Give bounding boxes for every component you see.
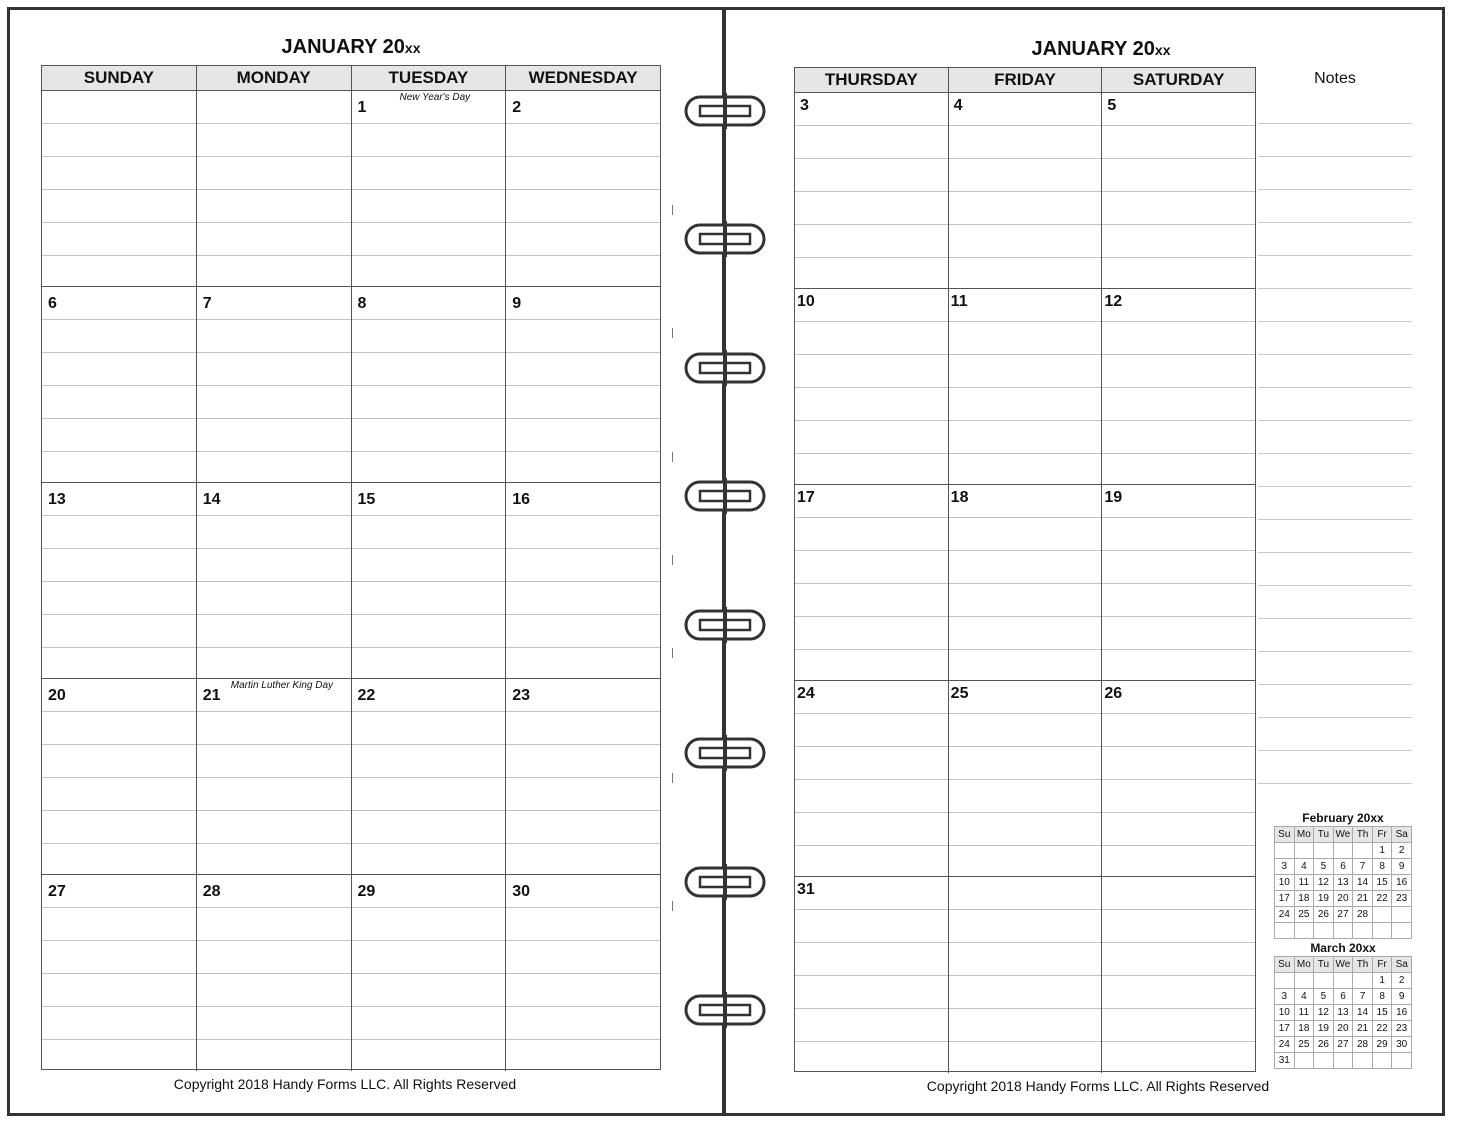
mini-day: 28	[1353, 907, 1373, 923]
day-number: 3	[800, 97, 809, 114]
day-cell[interactable]	[42, 483, 197, 678]
mini-day	[1353, 843, 1373, 859]
mini-calendar-row	[1275, 891, 1412, 907]
left-weekday-header	[42, 66, 660, 91]
binder-ring-icon	[680, 350, 770, 386]
mini-calendar-row	[1275, 923, 1412, 939]
mini-day-header: Su	[1275, 957, 1295, 973]
right-page-title	[794, 38, 1408, 61]
mini-day	[1294, 843, 1314, 859]
left-title-text: JANUARY 20	[281, 36, 405, 58]
mini-day-header: Th	[1353, 957, 1373, 973]
mini-day	[1392, 907, 1412, 923]
day-number: 9	[512, 295, 522, 312]
hole-punch-mark	[672, 205, 673, 215]
mini-day: 9	[1392, 859, 1412, 875]
day-number: 24	[797, 685, 815, 702]
mini-day: 26	[1314, 1037, 1334, 1053]
mini-day: 13	[1333, 1005, 1353, 1021]
mini-calendar-row	[1275, 875, 1412, 891]
mini-day	[1294, 973, 1314, 989]
mini-day: 4	[1294, 989, 1314, 1005]
left-month-grid	[41, 65, 661, 1070]
day-cell[interactable]	[795, 93, 949, 288]
left-copyright: Copyright 2018 Handy Forms LLC. All Rights Reserved	[173, 1076, 517, 1092]
mini-day-header: Su	[1275, 827, 1295, 843]
mini-day: 6	[1333, 859, 1353, 875]
mini-day	[1392, 1053, 1412, 1069]
mini-day: 7	[1353, 989, 1373, 1005]
mini-day: 27	[1333, 907, 1353, 923]
mini-day: 20	[1333, 1021, 1353, 1037]
mini-day-header: Tu	[1314, 957, 1334, 973]
mini-day	[1333, 973, 1353, 989]
week-row	[795, 93, 1255, 289]
mini-day: 25	[1294, 907, 1314, 923]
mini-calendar-title: February 20xx	[1302, 811, 1384, 825]
binder-ring-icon	[680, 864, 770, 900]
mini-day: 24	[1275, 1037, 1295, 1053]
mini-day-header: Fr	[1372, 827, 1392, 843]
mini-day: 21	[1353, 891, 1373, 907]
mini-day: 3	[1275, 989, 1295, 1005]
day-number: 30	[512, 883, 531, 900]
mini-day: 14	[1353, 1005, 1373, 1021]
mini-day: 8	[1372, 859, 1392, 875]
week-row	[42, 287, 660, 483]
mini-day: 17	[1275, 1021, 1295, 1037]
mini-day: 22	[1372, 1021, 1392, 1037]
day-cell[interactable]	[506, 679, 660, 874]
mini-day: 29	[1372, 1037, 1392, 1053]
mini-day	[1314, 843, 1334, 859]
weekday-header-friday: FRIDAY	[949, 68, 1103, 92]
day-number: 27	[48, 883, 66, 900]
weekday-header-tuesday: TUESDAY	[352, 66, 507, 90]
mini-day: 11	[1294, 1005, 1314, 1021]
mini-day	[1294, 923, 1314, 939]
day-number: 31	[797, 881, 815, 898]
hole-punch-mark	[672, 773, 673, 783]
day-number: 15	[357, 491, 376, 508]
day-cell[interactable]	[197, 483, 352, 678]
mini-day	[1314, 1053, 1334, 1069]
mini-day-header: Tu	[1314, 827, 1334, 843]
day-cell[interactable]	[42, 679, 197, 874]
mini-day: 27	[1333, 1037, 1353, 1053]
weekday-header-sunday: SUNDAY	[42, 66, 197, 90]
mini-day: 1	[1372, 843, 1392, 859]
mini-calendar-row	[1275, 989, 1412, 1005]
mini-day: 18	[1294, 1021, 1314, 1037]
mini-day: 17	[1275, 891, 1295, 907]
mini-day: 6	[1333, 989, 1353, 1005]
mini-day: 11	[1294, 875, 1314, 891]
mini-day	[1275, 973, 1295, 989]
mini-day: 5	[1314, 859, 1334, 875]
day-cell[interactable]	[352, 91, 507, 286]
mini-day	[1372, 907, 1392, 923]
day-cell[interactable]	[795, 877, 949, 1073]
binder-spine	[722, 7, 726, 1116]
mini-day: 12	[1314, 875, 1334, 891]
day-cell[interactable]	[1102, 485, 1255, 680]
day-number: 29	[357, 883, 376, 900]
hole-punch-mark	[672, 555, 673, 565]
mini-day-header: Mo	[1294, 957, 1314, 973]
mini-day: 16	[1392, 1005, 1412, 1021]
week-row	[795, 485, 1255, 681]
mini-day: 18	[1294, 891, 1314, 907]
weekday-header-thursday: THURSDAY	[795, 68, 949, 92]
day-number: 2	[512, 99, 522, 116]
hole-punch-mark	[672, 901, 673, 911]
day-number: 13	[48, 491, 66, 508]
day-number: 4	[953, 97, 963, 114]
day-number: 20	[48, 687, 66, 704]
day-number: 17	[797, 489, 815, 506]
day-cell[interactable]	[42, 91, 197, 286]
day-number: 19	[1104, 489, 1123, 506]
mini-day: 1	[1372, 973, 1392, 989]
day-number: 7	[202, 295, 212, 312]
day-cell[interactable]	[42, 287, 197, 482]
mini-day: 21	[1353, 1021, 1373, 1037]
day-cell[interactable]	[949, 681, 1103, 876]
day-cell[interactable]	[197, 875, 352, 1071]
day-number: 21	[202, 687, 221, 704]
right-weekday-header	[795, 68, 1255, 93]
day-cell[interactable]	[1102, 289, 1255, 484]
hole-punch-mark	[672, 648, 673, 658]
mini-calendar-title: March 20xx	[1310, 941, 1376, 955]
day-number: 16	[512, 491, 531, 508]
mini-day: 31	[1275, 1053, 1295, 1069]
mini-day	[1353, 973, 1373, 989]
mini-day: 10	[1275, 875, 1295, 891]
mini-day	[1353, 1053, 1373, 1069]
day-number: 10	[797, 293, 815, 310]
mini-day	[1333, 843, 1353, 859]
mini-calendar-row	[1275, 859, 1412, 875]
mini-day-header: We	[1333, 957, 1353, 973]
mini-day: 4	[1294, 859, 1314, 875]
day-cell[interactable]	[949, 877, 1103, 1073]
day-cell[interactable]	[197, 679, 352, 874]
mini-day: 12	[1314, 1005, 1334, 1021]
mini-day: 10	[1275, 1005, 1295, 1021]
day-cell[interactable]	[506, 287, 660, 482]
mini-day	[1333, 923, 1353, 939]
mini-day: 19	[1314, 1021, 1334, 1037]
day-cell[interactable]	[506, 483, 660, 678]
mini-day: 16	[1392, 875, 1412, 891]
day-cell[interactable]	[949, 93, 1103, 288]
day-cell[interactable]	[795, 289, 949, 484]
day-cell[interactable]	[795, 485, 949, 680]
binder-ring-icon	[680, 478, 770, 514]
mini-day	[1275, 843, 1295, 859]
notes-area[interactable]	[1258, 91, 1412, 809]
mini-day: 8	[1372, 989, 1392, 1005]
week-row	[795, 681, 1255, 877]
right-title-text: JANUARY 20	[1031, 38, 1155, 60]
mini-calendar-march	[1274, 941, 1412, 1069]
hole-punch-mark	[672, 328, 673, 338]
right-copyright: Copyright 2018 Handy Forms LLC. All Rights Reserved	[926, 1078, 1270, 1094]
mini-calendar-header-row	[1275, 827, 1412, 843]
day-cell[interactable]	[42, 875, 197, 1071]
binder-ring-icon	[680, 992, 770, 1028]
day-cell[interactable]	[197, 287, 352, 482]
day-number: 6	[48, 295, 57, 312]
day-number: 11	[950, 293, 968, 310]
mini-day: 22	[1372, 891, 1392, 907]
day-number: 14	[202, 491, 221, 508]
left-page-title	[41, 36, 661, 59]
mini-day-header: Fr	[1372, 957, 1392, 973]
mini-day: 23	[1392, 891, 1412, 907]
mini-day: 23	[1392, 1021, 1412, 1037]
day-number: 26	[1104, 685, 1123, 702]
mini-calendar-row	[1275, 843, 1412, 859]
mini-day: 15	[1372, 1005, 1392, 1021]
mini-calendar-table	[1274, 956, 1412, 1069]
mini-day: 19	[1314, 891, 1334, 907]
mini-day: 26	[1314, 907, 1334, 923]
mini-calendar-february	[1274, 811, 1412, 939]
mini-calendar-row	[1275, 1037, 1412, 1053]
day-number: 18	[950, 489, 969, 506]
mini-day: 24	[1275, 907, 1295, 923]
day-cell[interactable]	[352, 875, 507, 1071]
mini-day: 2	[1392, 843, 1412, 859]
day-cell[interactable]	[506, 875, 660, 1071]
mini-day	[1392, 923, 1412, 939]
weekday-header-saturday: SATURDAY	[1132, 70, 1225, 89]
mini-calendar-row	[1275, 1021, 1412, 1037]
mini-day-header: Mo	[1294, 827, 1314, 843]
hole-punch-mark	[672, 452, 673, 462]
mini-day-header: Th	[1353, 827, 1373, 843]
binder-ring-icon	[680, 221, 770, 257]
day-number: 22	[357, 687, 376, 704]
mini-calendar-row	[1275, 1053, 1412, 1069]
week-row	[42, 679, 660, 875]
mini-day	[1333, 1053, 1353, 1069]
mini-day	[1275, 923, 1295, 939]
day-number: 25	[950, 685, 969, 702]
day-cell[interactable]	[1102, 93, 1255, 288]
mini-day: 7	[1353, 859, 1373, 875]
mini-calendar-table	[1274, 826, 1412, 939]
mini-calendar-row	[1275, 1005, 1412, 1021]
mini-day-header: We	[1333, 827, 1353, 843]
holiday-label: Martin Luther King Day	[230, 680, 334, 691]
day-number: 28	[202, 883, 221, 900]
week-row	[42, 91, 660, 287]
day-cell[interactable]	[506, 91, 660, 286]
mini-calendar-row	[1275, 907, 1412, 923]
mini-day-header: Sa	[1392, 827, 1412, 843]
mini-day: 15	[1372, 875, 1392, 891]
day-number: 5	[1107, 97, 1117, 114]
notes-heading: Notes	[1314, 70, 1356, 87]
day-cell[interactable]	[352, 483, 507, 678]
mini-day: 13	[1333, 875, 1353, 891]
binder-ring-icon	[680, 607, 770, 643]
mini-day	[1314, 923, 1334, 939]
mini-day: 20	[1333, 891, 1353, 907]
mini-day: 3	[1275, 859, 1295, 875]
mini-day: 25	[1294, 1037, 1314, 1053]
day-cell[interactable]	[352, 679, 507, 874]
week-row	[795, 289, 1255, 485]
day-number: 1	[357, 99, 367, 116]
day-cell[interactable]	[949, 485, 1103, 680]
mini-calendar-row	[1275, 973, 1412, 989]
left-title-suffix: xx	[404, 40, 421, 56]
weekday-header-wednesday: WEDNESDAY	[528, 68, 638, 87]
week-row	[42, 875, 660, 1071]
day-number: 12	[1104, 293, 1123, 310]
day-cell[interactable]	[795, 681, 949, 876]
right-title-suffix: xx	[1154, 42, 1171, 58]
binder-ring-icon	[680, 735, 770, 771]
right-month-grid	[794, 67, 1256, 1072]
mini-day: 28	[1353, 1037, 1373, 1053]
day-cell[interactable]	[1102, 681, 1255, 876]
day-number: 23	[512, 687, 531, 704]
weekday-header-monday: MONDAY	[197, 66, 352, 90]
mini-day: 2	[1392, 973, 1412, 989]
mini-day: 14	[1353, 875, 1373, 891]
day-cell[interactable]	[197, 91, 352, 286]
mini-day-header: Sa	[1392, 957, 1412, 973]
mini-day	[1372, 923, 1392, 939]
mini-day	[1294, 1053, 1314, 1069]
mini-day: 9	[1392, 989, 1412, 1005]
week-row	[42, 483, 660, 679]
binder-ring-icon	[680, 93, 770, 129]
week-row	[795, 877, 1255, 1073]
holiday-label: New Year's Day	[399, 92, 471, 103]
mini-day: 5	[1314, 989, 1334, 1005]
mini-day	[1372, 1053, 1392, 1069]
day-cell[interactable]	[352, 287, 507, 482]
mini-calendar-header-row	[1275, 957, 1412, 973]
day-cell[interactable]	[949, 289, 1103, 484]
day-number: 8	[357, 295, 367, 312]
mini-day	[1314, 973, 1334, 989]
mini-day	[1353, 923, 1373, 939]
mini-day: 30	[1392, 1037, 1412, 1053]
day-cell[interactable]	[1102, 877, 1255, 1073]
